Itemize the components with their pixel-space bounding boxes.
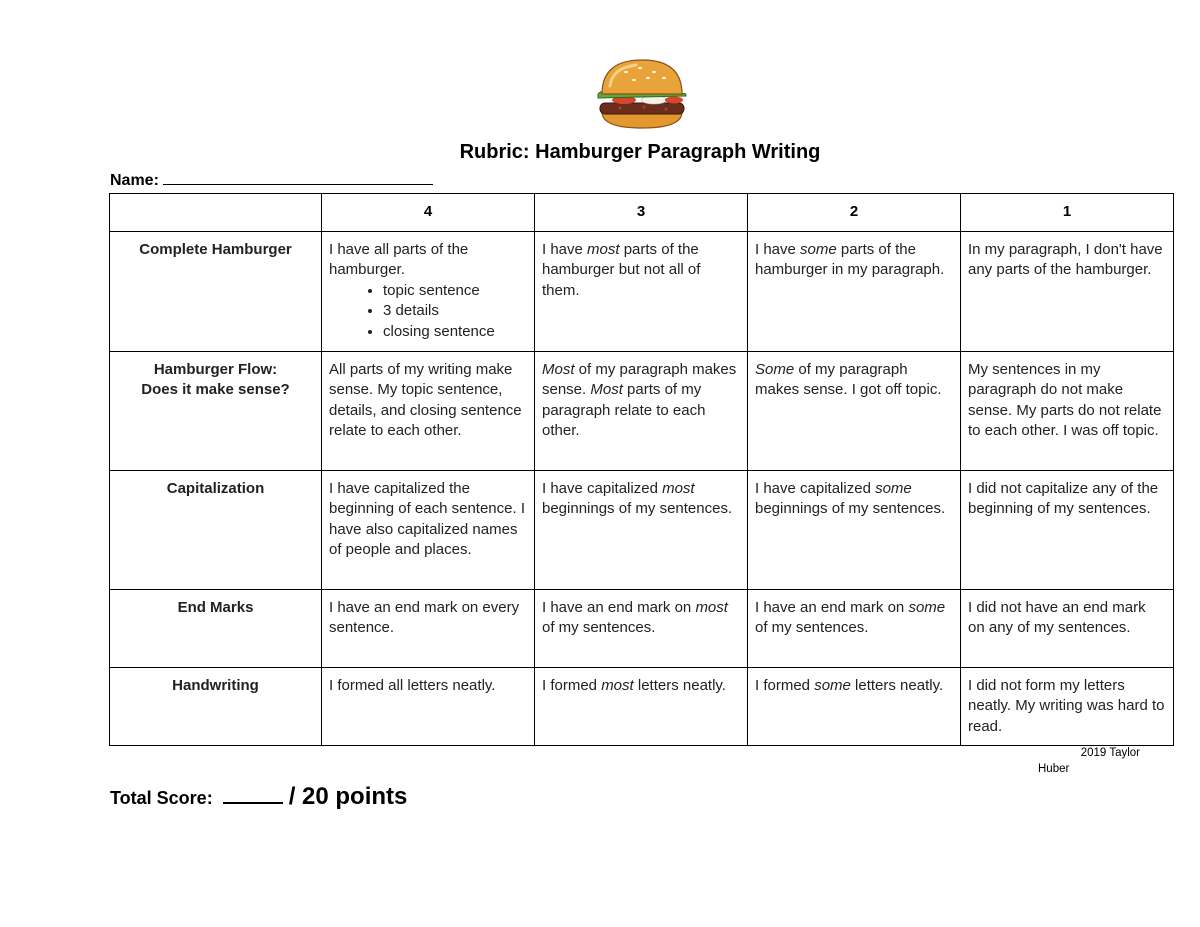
criterion-name-line: Complete Hamburger [139,240,292,258]
rubric-row [110,470,1174,589]
rubric-row [110,589,1174,667]
rubric-row [110,351,1174,470]
cell-text: of my sentences. [542,619,656,636]
copyright-line: Huber [1038,763,1070,775]
rubric-row [110,667,1174,745]
rubric-row [110,231,1174,351]
cell-text: of my sentences. [755,619,869,636]
cell-text: Most [542,360,575,378]
rubric-cell [748,667,961,745]
list-item: • topic sentence [383,281,527,302]
total-score-blank [223,782,283,804]
rubric-cell [961,667,1174,745]
criterion-name-line: End Marks [177,598,254,616]
name-label: Name: [110,172,159,189]
rubric-cell [322,231,535,351]
criterion-name-line: Does it make sense? [141,381,290,398]
rubric-cell [535,231,748,351]
rubric-cell [961,231,1174,351]
rubric-cell [748,589,961,667]
cell-text: I have an end mark on [542,598,696,616]
rubric-cell [535,667,748,745]
criterion-name [110,667,322,745]
cell-text: most [601,676,634,694]
cell-text: letters neatly. [850,676,944,694]
cell-text: Most [590,381,623,398]
list-item: • 3 details [383,301,527,322]
criterion-name-line: Capitalization [166,479,265,497]
rubric-cell [535,470,748,589]
score-header-4: 4 [322,194,535,232]
cell-text: parts of the hamburger but not all of them. [542,240,701,299]
cell-text: I have [755,240,801,258]
cell-text: some [814,676,851,694]
copyright-note [1030,745,1140,777]
rubric-cell [961,470,1174,589]
cell-text: beginnings of my sentences. [755,500,946,517]
cell-text: parts of the hamburger in my paragraph. [755,240,945,278]
rubric-table [109,193,1174,746]
header-criteria-cell [110,194,322,232]
rubric-cell [961,589,1174,667]
cell-text: most [587,240,620,258]
cell-text: most [695,598,728,616]
name-row [110,170,433,190]
cell-text: I formed [755,676,815,694]
rubric-cell [961,351,1174,470]
cell-text: Some [755,360,795,378]
cell-text: some [800,240,837,258]
cell-text: I did not have an end mark on any of my sentences. [968,598,1146,636]
rubric-cell [322,470,535,589]
cell-text: My sentences in my paragraph do not make sense. My parts do not relate to each other. I was off topic. [968,360,1162,439]
total-score-row [110,782,407,811]
cell-text: All parts of my writing make sense. My topic sentence, details, and closing sentence relate to each other. [329,360,522,439]
list-item: • closing sentence [383,322,527,343]
copyright-line: 2019 Taylor [1080,747,1140,759]
hamburger-parts-list [329,281,527,343]
cell-text: of my paragraph makes sense. I got off topic. [755,360,942,398]
criterion-name-line: Handwriting [172,676,259,694]
cell-text: I have all parts of the hamburger. [329,240,469,278]
rubric-cell [748,351,961,470]
criterion-name [110,470,322,589]
cell-text: I have capitalized [542,479,663,497]
cell-text: some [908,598,946,616]
cell-text: I have an end mark on every sentence. [329,598,520,636]
cell-text: I did not form my letters neatly. My writing was hard to read. [968,676,1165,735]
header-row [110,194,1174,232]
score-header-3: 3 [535,194,748,232]
cell-text: I have an end mark on [755,598,909,616]
total-score-label: Total Score: [110,788,213,808]
hamburger-icon [596,56,688,132]
rubric-cell [748,470,961,589]
cell-text: most [662,479,695,497]
name-blank-line [163,170,433,185]
cell-text: letters neatly. [633,676,726,694]
rubric-cell [322,589,535,667]
cell-text: beginnings of my sentences. [542,500,733,517]
total-points: / 20 points [288,783,408,810]
cell-text: I have capitalized the beginning of each sentence. I have also capitalized names of people and places. [329,479,525,558]
rubric-cell [748,231,961,351]
score-header-1: 1 [961,194,1174,232]
cell-text: I did not capitalize any of the beginning of my sentences. [968,479,1159,517]
cell-text: some [875,479,912,497]
rubric-cell [535,351,748,470]
criterion-name [110,351,322,470]
rubric-cell [322,667,535,745]
cell-text: I have [542,240,588,258]
page-title: Rubric: Hamburger Paragraph Writing [459,141,821,163]
cell-text: parts of my paragraph relate to each other. [542,381,706,439]
cell-text: I have capitalized [755,479,876,497]
rubric-cell [322,351,535,470]
criterion-name [110,589,322,667]
criterion-name [110,231,322,351]
criterion-name-line: Hamburger Flow: [153,360,278,378]
rubric-cell [535,589,748,667]
cell-text: I formed all letters neatly. [329,676,496,694]
cell-text: I formed [542,676,602,694]
score-header-2: 2 [748,194,961,232]
cell-text: of my paragraph makes sense. [542,360,737,398]
cell-text: In my paragraph, I don't have any parts of the hamburger. [968,240,1163,278]
